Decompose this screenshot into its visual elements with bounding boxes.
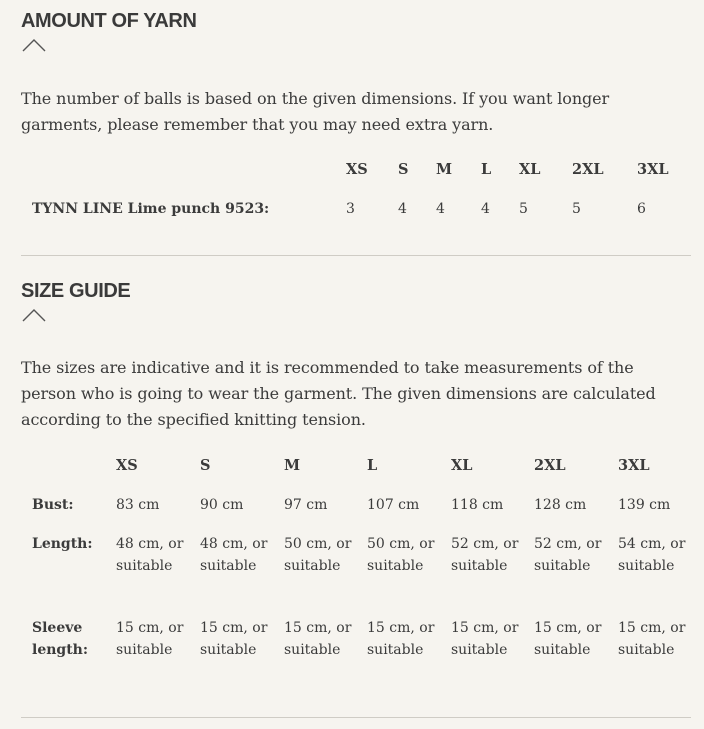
bust-label: Bust:: [32, 497, 74, 513]
yarn-size-header: XS: [346, 161, 368, 178]
length-value: 52 cm, or suitable: [451, 536, 519, 574]
length-value: 50 cm, or suitable: [367, 536, 435, 574]
yarn-ball-count: 5: [572, 201, 581, 217]
section-divider: [21, 717, 691, 718]
yarn-size-header: XL: [519, 161, 541, 178]
chevron-up-icon[interactable]: [22, 308, 46, 322]
length-value: 52 cm, or suitable: [534, 536, 602, 574]
bust-value: 128 cm: [534, 497, 587, 513]
chevron-up-icon[interactable]: [22, 38, 46, 52]
bust-value: 97 cm: [284, 497, 328, 513]
length-label: Length:: [32, 536, 93, 552]
length-value: 54 cm, or suitable: [618, 536, 686, 574]
size-header: 2XL: [534, 457, 566, 474]
size-header: XS: [116, 457, 138, 474]
length-value: 50 cm, or suitable: [284, 536, 352, 574]
yarn-size-header: M: [436, 161, 453, 178]
size-header: S: [200, 457, 211, 474]
yarn-ball-count: 5: [519, 201, 528, 217]
sleeve-length-value: 15 cm, or suitable: [618, 620, 686, 658]
sleeve-length-value: 15 cm, or suitable: [367, 620, 435, 658]
sleeve-length-value: 15 cm, or suitable: [451, 620, 519, 658]
yarn-size-header: L: [481, 161, 492, 178]
yarn-ball-count: 4: [481, 201, 490, 217]
yarn-size-header: 3XL: [637, 161, 669, 178]
yarn-ball-count: 3: [346, 201, 355, 217]
yarn-description: The number of balls is based on the given dimensions. If you want longer garments, please remember that you may need extra yarn.: [21, 89, 610, 134]
size-header: M: [284, 457, 301, 474]
yarn-ball-count: 4: [398, 201, 407, 217]
size-header: 3XL: [618, 457, 650, 474]
sleeve-length-value: 15 cm, or suitable: [200, 620, 268, 658]
length-value: 48 cm, or suitable: [116, 536, 184, 574]
length-value: 48 cm, or suitable: [200, 536, 268, 574]
size-header: L: [367, 457, 378, 474]
sleeve-length-value: 15 cm, or suitable: [284, 620, 352, 658]
bust-value: 107 cm: [367, 497, 420, 513]
yarn-size-header: 2XL: [572, 161, 604, 178]
bust-value: 90 cm: [200, 497, 244, 513]
size-header: XL: [451, 457, 473, 474]
sleeve-length-value: 15 cm, or suitable: [534, 620, 602, 658]
sleeve-length-label: Sleeve length:: [32, 620, 89, 658]
size-guide-description: The sizes are indicative and it is recommended to take measurements of the person who is going to wear the garment. The given dimensions are calculated according to the specified knitting tension.: [21, 358, 656, 429]
bust-value: 83 cm: [116, 497, 160, 513]
yarn-ball-count: 6: [637, 201, 646, 217]
sleeve-length-value: 15 cm, or suitable: [116, 620, 184, 658]
yarn-size-header: S: [398, 161, 409, 178]
section-divider: [21, 255, 691, 256]
size-guide-title: SIZE GUIDE: [21, 280, 131, 302]
yarn-ball-count: 4: [436, 201, 445, 217]
bust-value: 139 cm: [618, 497, 671, 513]
bust-value: 118 cm: [451, 497, 504, 513]
yarn-row-label: TYNN LINE Lime punch 9523:: [32, 201, 270, 217]
yarn-section-title: AMOUNT OF YARN: [21, 10, 197, 32]
